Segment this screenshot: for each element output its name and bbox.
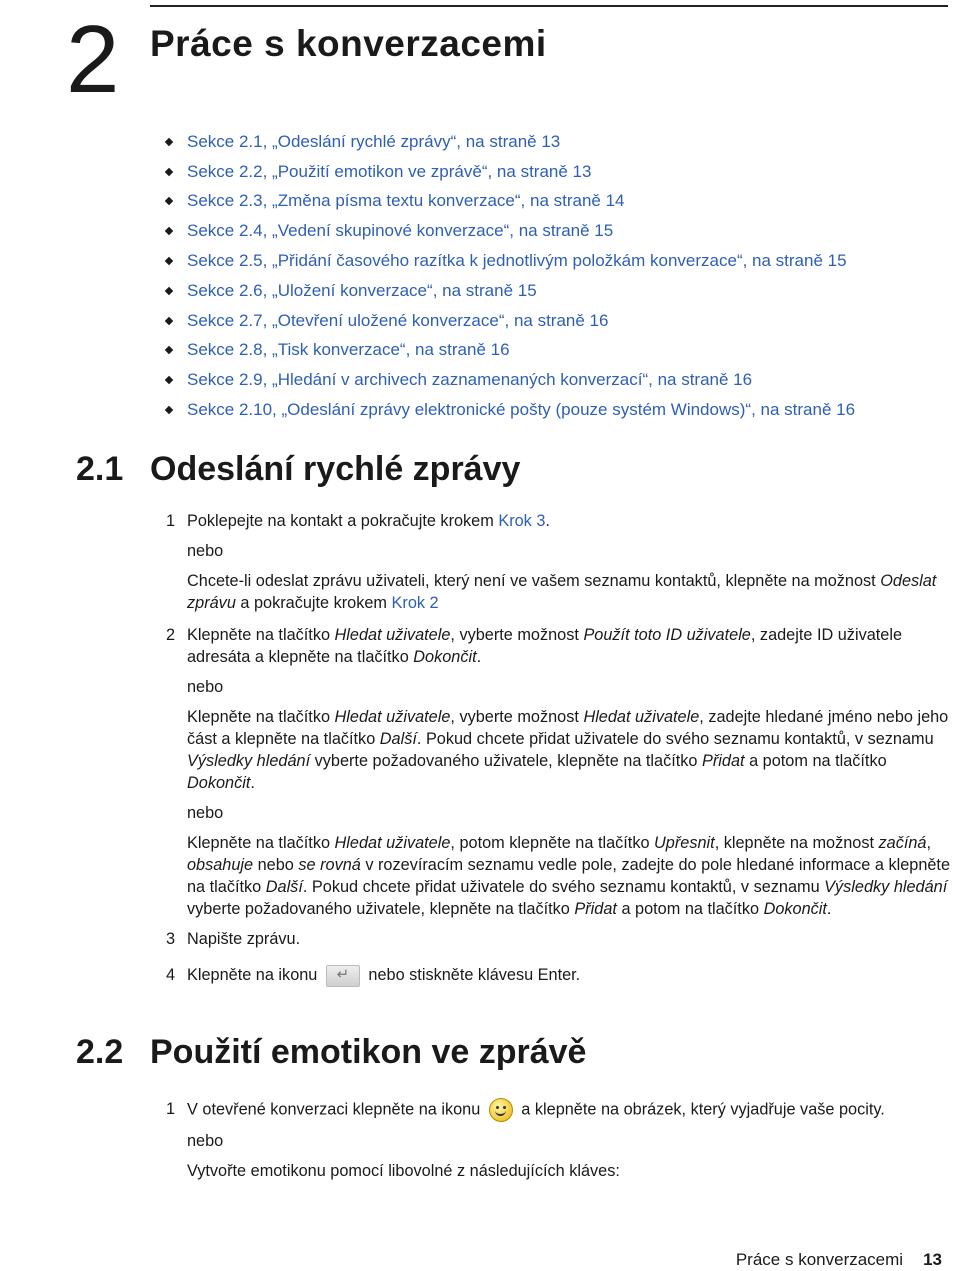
step-number: 4 <box>166 966 176 984</box>
toc-link[interactable]: Sekce 2.4, „Vedení skupinové konverzace“, na straně 15 <box>187 221 614 241</box>
section-number: 2.1 <box>76 450 124 488</box>
bullet-icon <box>165 287 173 295</box>
section-2-2-heading <box>76 1033 586 1072</box>
top-rule <box>150 5 948 7</box>
bullet-icon <box>165 257 173 265</box>
bullet-icon <box>165 197 173 205</box>
toc-item <box>166 246 855 276</box>
send-icon[interactable]: ↵ <box>326 965 360 987</box>
step-alt-text: Chcete-li odeslat zprávu uživateli, který není ve vašem seznamu kontaktů, klepněte na možnost Odeslat zprávu a pokračujte krokem Krok 2 <box>187 572 937 612</box>
bullet-icon <box>165 376 173 384</box>
toc-item <box>166 187 855 217</box>
step-number: 1 <box>166 1100 176 1118</box>
step-2-link[interactable]: Krok 2 <box>391 594 439 612</box>
or-label: nebo <box>187 1132 224 1150</box>
step-alt-text: Vytvořte emotikonu pomocí libovolné z následujících kláves: <box>187 1162 620 1180</box>
section-2-1-heading <box>76 450 520 489</box>
smiley-icon[interactable] <box>489 1098 513 1122</box>
step-2 <box>166 624 956 920</box>
section-title: Použití emotikon ve zprávě <box>150 1033 587 1071</box>
section-title: Odeslání rychlé zprávy <box>150 450 521 488</box>
step-3-link[interactable]: Krok 3 <box>498 512 546 530</box>
step-4 <box>166 964 956 987</box>
step-alt-text: Klepněte na tlačítko Hledat uživatele, potom klepněte na tlačítko Upřesnit, klepněte na možnost začíná, obsahuje nebo se rovná v rozevíracím seznamu vedle pole, zadejte do pole hledané informace a klepněte na tlačítko Další. Pokud chcete přidat uživatele do svého seznamu kontaktů, v seznamu Výsledky hledání vyberte požadovaného uživatele, klepněte na tlačítko Přidat a potom na tlačítko Dokončit. <box>187 834 951 918</box>
step-text: Klepněte na tlačítko Hledat uživatele, vyberte možnost Použít toto ID uživatele, zadejte ID uživatele adresáta a klepněte na tlačítko Dokončit. <box>187 626 903 666</box>
or-label: nebo <box>187 678 224 696</box>
toc-link[interactable]: Sekce 2.5, „Přidání časového razítka k jednotlivým položkám konverzace“, na straně 15 <box>187 251 847 271</box>
step-text: Napište zprávu. <box>187 930 301 948</box>
toc-link[interactable]: Sekce 2.2, „Použití emotikon ve zprávě“, na straně 13 <box>187 161 592 181</box>
toc-item <box>166 306 855 336</box>
page-footer <box>736 1250 942 1270</box>
toc-link[interactable]: Sekce 2.1, „Odeslání rychlé zprávy“, na straně 13 <box>187 131 561 151</box>
chapter-title: Práce s konverzacemi <box>150 23 547 64</box>
toc-item <box>166 276 855 306</box>
step-1 <box>166 1098 956 1182</box>
step-number: 3 <box>166 930 176 948</box>
bullet-icon <box>165 167 173 175</box>
toc-item <box>166 157 855 187</box>
bullet-icon <box>165 138 173 146</box>
or-label: nebo <box>187 804 224 822</box>
step-text: Poklepejte na kontakt a pokračujte krokem Krok 3. <box>187 512 550 530</box>
chapter-number: 2 <box>66 6 118 113</box>
bullet-icon <box>165 227 173 235</box>
step-1 <box>166 510 956 614</box>
toc-item <box>166 336 855 366</box>
step-3 <box>166 928 956 950</box>
bullet-icon <box>165 406 173 414</box>
step-alt-text: Klepněte na tlačítko Hledat uživatele, vyberte možnost Hledat uživatele, zadejte hledané jméno nebo jeho část a klepněte na tlačítko Další. Pokud chcete přidat uživatele do svého seznamu kontaktů, v seznamu Výsledky hledání vyberte požadovaného uživatele, klepněte na tlačítko Přidat a potom na tlačítko Dokončit. <box>187 708 949 792</box>
step-text: Klepněte na ikonu ↵ nebo stiskněte klávesu Enter. <box>187 964 956 987</box>
section-number: 2.2 <box>76 1033 124 1071</box>
step-number: 1 <box>166 512 176 530</box>
section-2-2-steps <box>166 1098 956 1182</box>
toc-link[interactable]: Sekce 2.8, „Tisk konverzace“, na straně 16 <box>187 340 510 360</box>
toc-link[interactable]: Sekce 2.9, „Hledání v archivech zaznamenaných konverzací“, na straně 16 <box>187 370 753 390</box>
or-label: nebo <box>187 542 224 560</box>
toc-link[interactable]: Sekce 2.7, „Otevření uložené konverzace“, na straně 16 <box>187 310 609 330</box>
chapter-toc <box>166 127 855 425</box>
bullet-icon <box>165 316 173 324</box>
toc-link[interactable]: Sekce 2.6, „Uložení konverzace“, na straně 15 <box>187 280 537 300</box>
bullet-icon <box>165 346 173 354</box>
section-2-1-steps <box>166 510 956 987</box>
toc-link[interactable]: Sekce 2.3, „Změna písma textu konverzace“, na straně 14 <box>187 191 625 211</box>
step-text: V otevřené konverzaci klepněte na ikonu a klepněte na obrázek, který vyjadřuje vaše pocity. <box>187 1098 956 1122</box>
toc-link[interactable]: Sekce 2.10, „Odeslání zprávy elektronické pošty (pouze systém Windows)“, na straně 16 <box>187 400 856 420</box>
toc-item <box>166 127 855 157</box>
footer-label: Práce s konverzacemi <box>735 1250 904 1269</box>
toc-item <box>166 395 855 425</box>
step-number: 2 <box>166 626 176 644</box>
toc-item <box>166 365 855 395</box>
toc-item <box>166 216 855 246</box>
page-number: 13 <box>923 1250 942 1269</box>
